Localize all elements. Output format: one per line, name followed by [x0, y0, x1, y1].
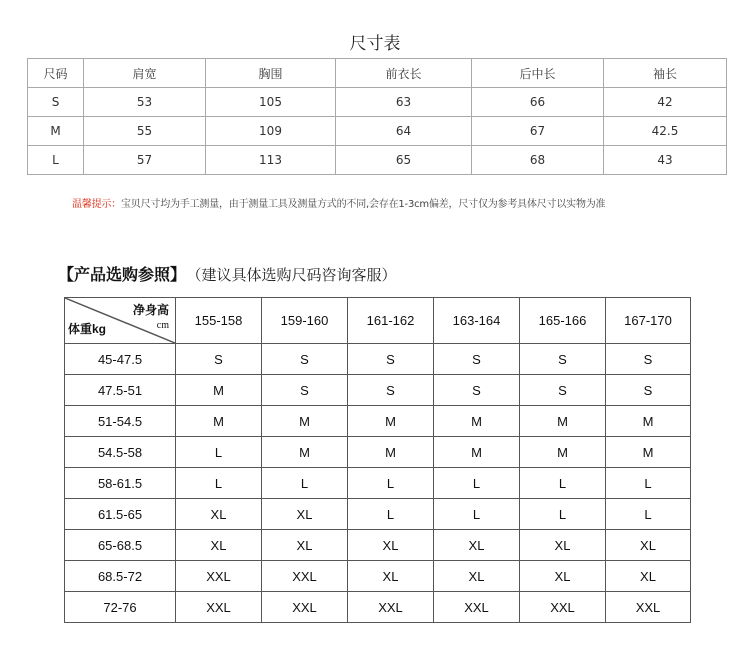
recommended-size-cell: XL — [176, 499, 262, 530]
reference-subtitle: （建议具体选购尺码咨询客服） — [194, 266, 397, 284]
recommended-size-cell: M — [176, 375, 262, 406]
recommended-size-cell: XXL — [434, 592, 520, 623]
height-range-header: 155-158 — [176, 298, 262, 344]
size-header-cell: 袖长 — [604, 59, 727, 88]
recommended-size-cell: L — [520, 499, 606, 530]
reference-title: 【产品选购参照】 — [58, 265, 187, 284]
size-cell: 53 — [84, 88, 206, 117]
size-cell: 43 — [604, 146, 727, 175]
recommended-size-cell: M — [176, 406, 262, 437]
recommended-size-cell: XL — [606, 530, 691, 561]
recommended-size-cell: S — [348, 375, 434, 406]
size-chart-title: 尺寸表 — [349, 34, 401, 54]
reference-row — [65, 561, 691, 592]
recommended-size-cell: XL — [176, 530, 262, 561]
recommended-size-cell: XXL — [262, 592, 348, 623]
recommended-size-cell: M — [434, 437, 520, 468]
size-cell: L — [28, 146, 84, 175]
size-cell: M — [28, 117, 84, 146]
recommended-size-cell: S — [348, 344, 434, 375]
recommended-size-cell: XL — [348, 561, 434, 592]
weight-range-cell: 51-54.5 — [65, 406, 176, 437]
size-cell: 66 — [472, 88, 604, 117]
reference-row — [65, 406, 691, 437]
recommended-size-cell: L — [176, 468, 262, 499]
tip-label: 温馨提示： — [72, 199, 121, 210]
reference-header-row — [65, 298, 691, 344]
recommended-size-cell: S — [606, 344, 691, 375]
reference-row — [65, 375, 691, 406]
recommended-size-cell: S — [606, 375, 691, 406]
height-label: 净身高 — [132, 303, 169, 317]
height-range-header: 159-160 — [262, 298, 348, 344]
recommended-size-cell: XL — [434, 561, 520, 592]
reference-row — [65, 499, 691, 530]
height-unit: cm — [156, 320, 169, 331]
weight-range-cell: 47.5-51 — [65, 375, 176, 406]
weight-range-cell: 61.5-65 — [65, 499, 176, 530]
size-chart-table — [27, 58, 727, 175]
recommended-size-cell: M — [434, 406, 520, 437]
reference-row — [65, 437, 691, 468]
size-cell: 63 — [336, 88, 472, 117]
size-cell: S — [28, 88, 84, 117]
size-cell: 67 — [472, 117, 604, 146]
size-cell: 42.5 — [604, 117, 727, 146]
size-cell: 68 — [472, 146, 604, 175]
size-cell: 42 — [604, 88, 727, 117]
recommended-size-cell: XXL — [176, 561, 262, 592]
tip-text: 宝贝尺寸均为手工测量，由于测量工具及测量方式的不同,会存在1-3cm偏差，尺寸仅为参考具体尺寸以实物为准 — [121, 199, 606, 210]
reference-row — [65, 344, 691, 375]
reference-row — [65, 530, 691, 561]
recommended-size-cell: M — [348, 437, 434, 468]
recommended-size-cell: M — [606, 406, 691, 437]
recommended-size-cell: XL — [606, 561, 691, 592]
recommended-size-cell: XL — [520, 530, 606, 561]
recommended-size-cell: S — [262, 375, 348, 406]
reference-row — [65, 592, 691, 623]
recommended-size-cell: XXL — [176, 592, 262, 623]
weight-range-cell: 58-61.5 — [65, 468, 176, 499]
recommended-size-cell: XL — [434, 530, 520, 561]
recommended-size-cell: L — [606, 499, 691, 530]
size-cell: 57 — [84, 146, 206, 175]
recommended-size-cell: XL — [262, 499, 348, 530]
measurement-tip — [72, 195, 605, 210]
recommended-size-cell: XL — [348, 530, 434, 561]
recommended-size-cell: M — [348, 406, 434, 437]
size-row — [28, 117, 727, 146]
recommended-size-cell: M — [520, 437, 606, 468]
weight-range-cell: 65-68.5 — [65, 530, 176, 561]
size-header-cell: 胸围 — [206, 59, 336, 88]
recommended-size-cell: S — [262, 344, 348, 375]
recommended-size-cell: M — [520, 406, 606, 437]
size-reference-table — [64, 297, 691, 623]
weight-range-cell: 54.5-58 — [65, 437, 176, 468]
table-corner-cell — [65, 298, 176, 344]
size-cell: 55 — [84, 117, 206, 146]
recommended-size-cell: S — [176, 344, 262, 375]
recommended-size-cell: S — [434, 344, 520, 375]
recommended-size-cell: L — [434, 468, 520, 499]
recommended-size-cell: S — [520, 375, 606, 406]
recommended-size-cell: L — [434, 499, 520, 530]
recommended-size-cell: XXL — [348, 592, 434, 623]
height-range-header: 167-170 — [606, 298, 691, 344]
height-range-header: 163-164 — [434, 298, 520, 344]
recommended-size-cell: XL — [262, 530, 348, 561]
size-row — [28, 146, 727, 175]
recommended-size-cell: S — [520, 344, 606, 375]
size-cell: 105 — [206, 88, 336, 117]
size-header-cell: 肩宽 — [84, 59, 206, 88]
recommended-size-cell: M — [606, 437, 691, 468]
recommended-size-cell: XXL — [606, 592, 691, 623]
recommended-size-cell: XXL — [520, 592, 606, 623]
recommended-size-cell: M — [262, 437, 348, 468]
recommended-size-cell: L — [176, 437, 262, 468]
size-header-cell: 后中长 — [472, 59, 604, 88]
weight-range-cell: 45-47.5 — [65, 344, 176, 375]
recommended-size-cell: M — [262, 406, 348, 437]
height-range-header: 165-166 — [520, 298, 606, 344]
size-header-row — [28, 59, 727, 88]
recommended-size-cell: L — [348, 468, 434, 499]
size-header-cell: 尺码 — [28, 59, 84, 88]
size-header-cell: 前衣长 — [336, 59, 472, 88]
reference-row — [65, 468, 691, 499]
recommended-size-cell: L — [606, 468, 691, 499]
size-cell: 64 — [336, 117, 472, 146]
recommended-size-cell: XL — [520, 561, 606, 592]
size-cell: 65 — [336, 146, 472, 175]
recommended-size-cell: L — [262, 468, 348, 499]
recommended-size-cell: XXL — [262, 561, 348, 592]
size-cell: 113 — [206, 146, 336, 175]
recommended-size-cell: S — [434, 375, 520, 406]
weight-range-cell: 72-76 — [65, 592, 176, 623]
reference-heading — [58, 262, 397, 285]
size-row — [28, 88, 727, 117]
height-range-header: 161-162 — [348, 298, 434, 344]
size-cell: 109 — [206, 117, 336, 146]
weight-range-cell: 68.5-72 — [65, 561, 176, 592]
weight-label: 体重kg — [68, 322, 107, 336]
recommended-size-cell: L — [348, 499, 434, 530]
recommended-size-cell: L — [520, 468, 606, 499]
